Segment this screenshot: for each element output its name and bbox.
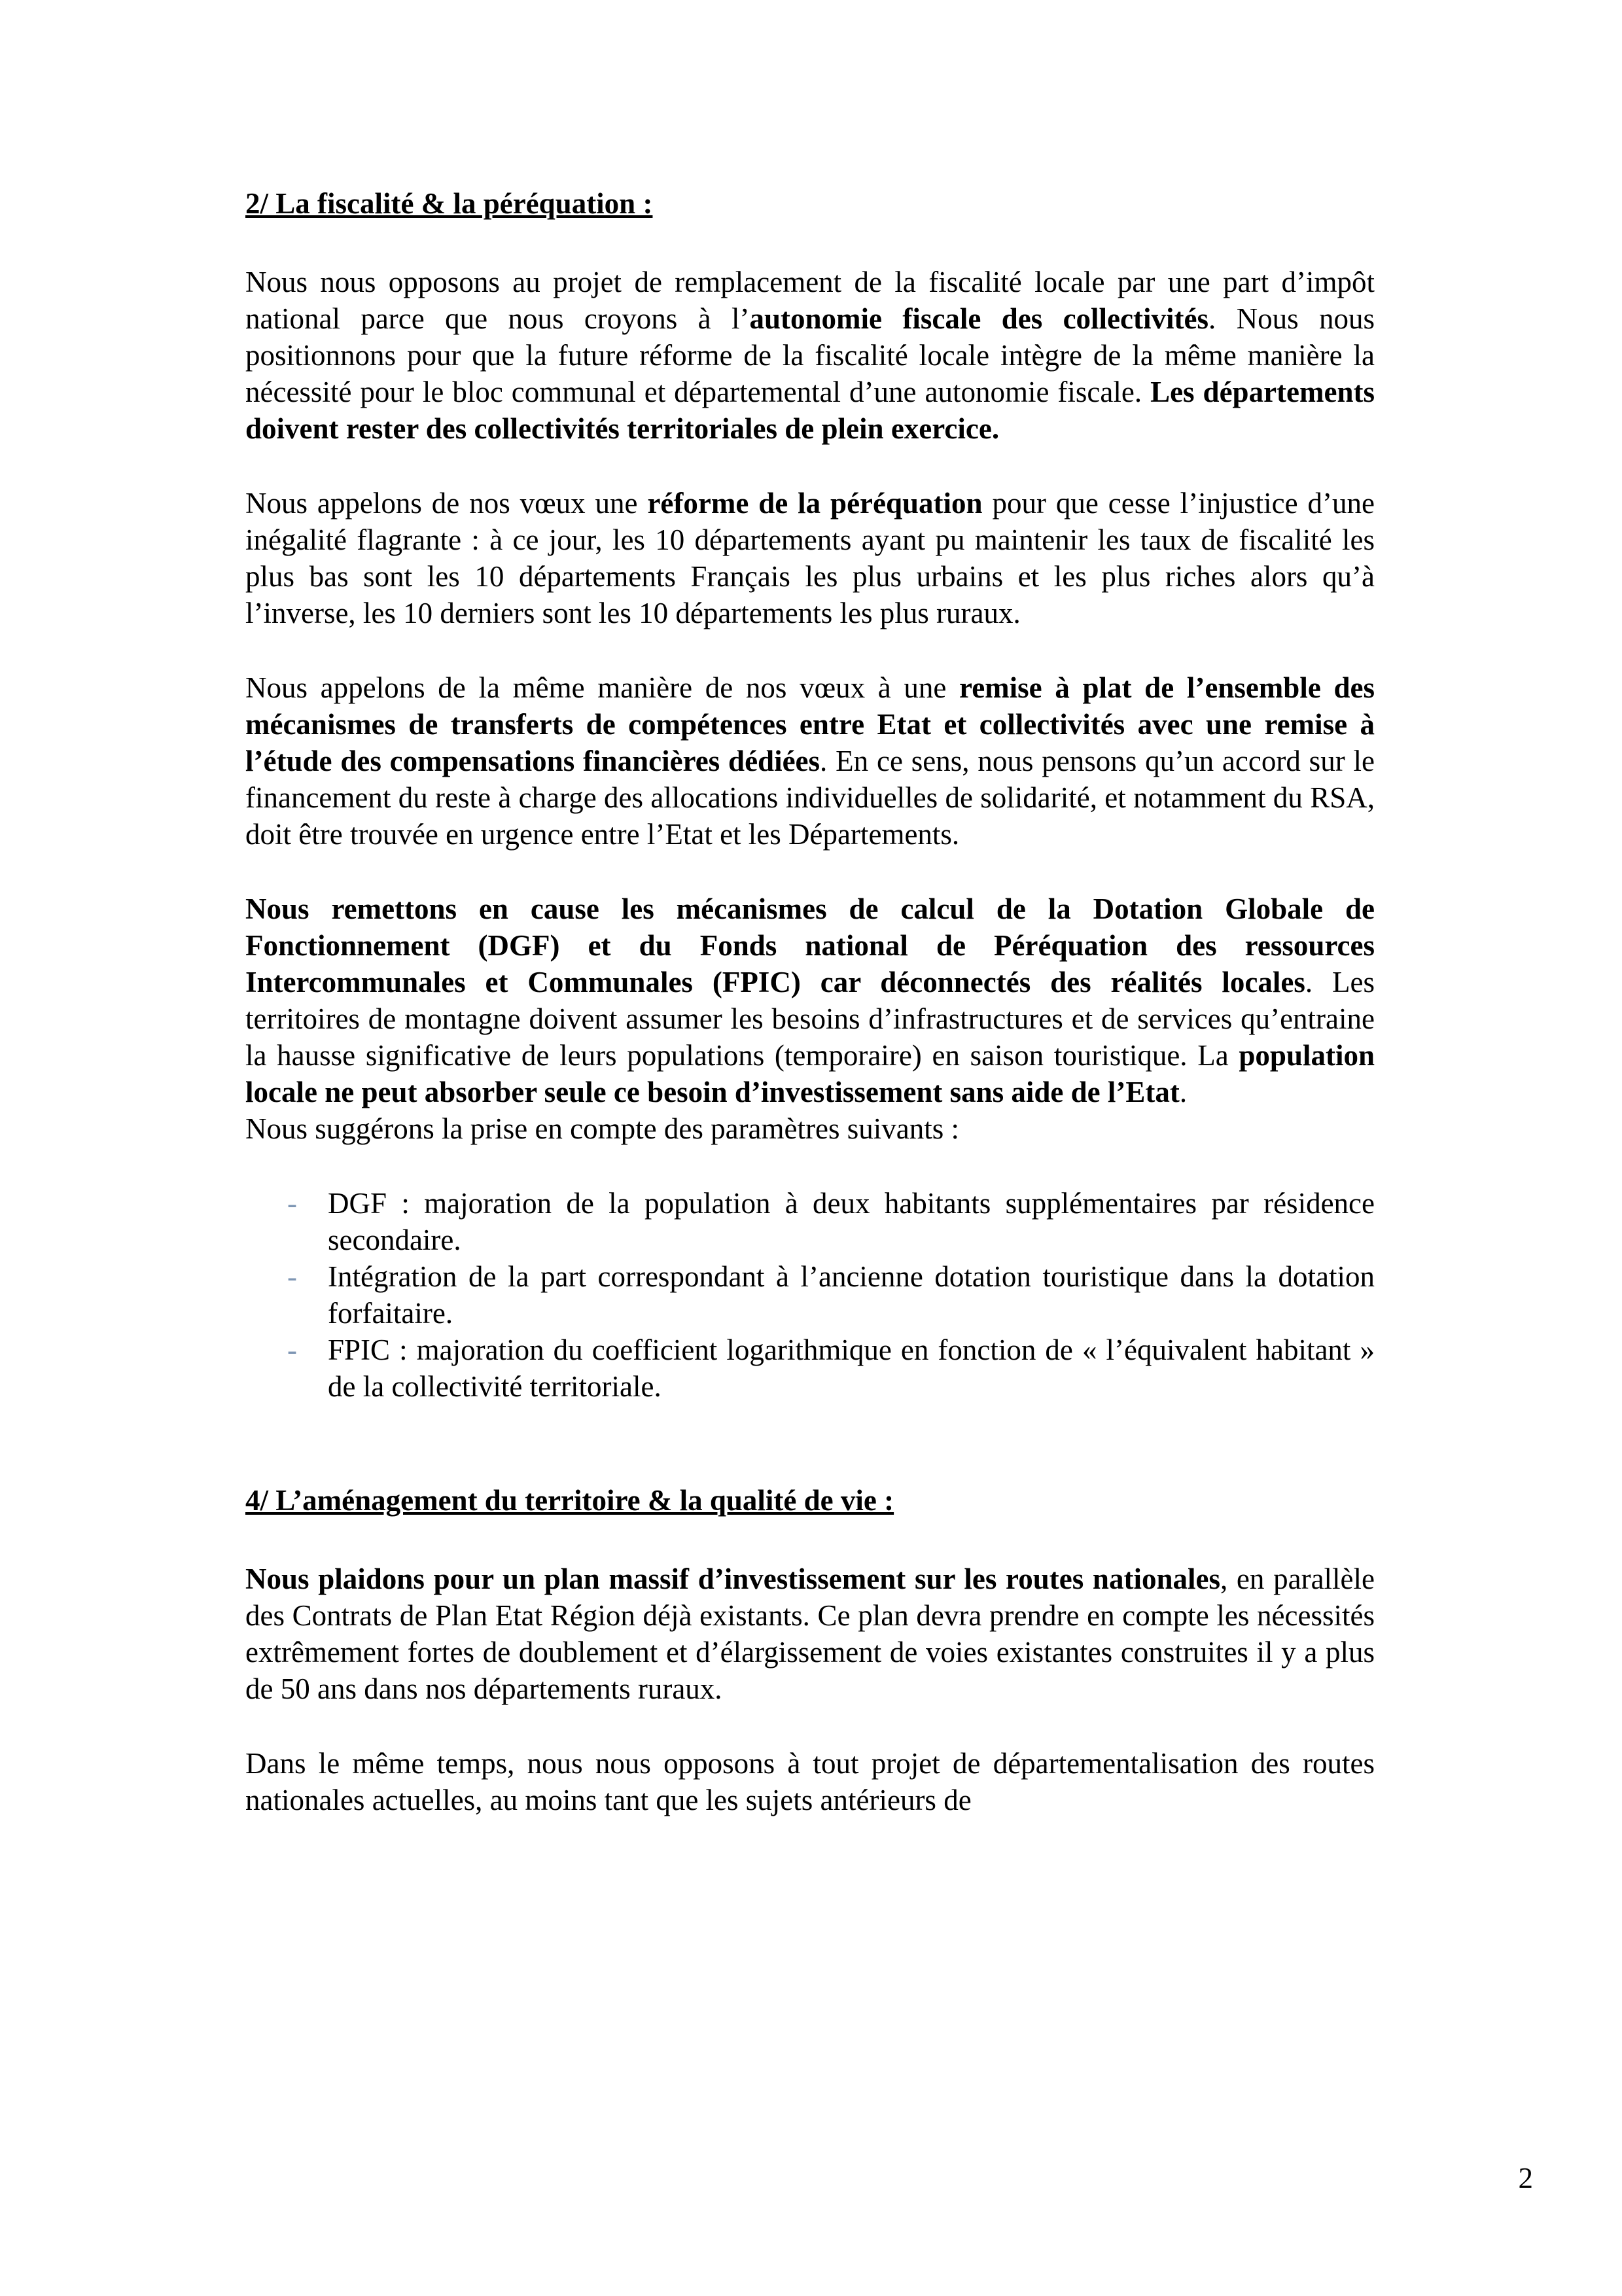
paragraph-fiscalite-2: Nous appelons de nos vœux une réforme de la péréquation pour que cesse l’injustice d’une inégalité flagrante : à ce jour, les 10 départements ayant pu maintenir les taux de fiscalité les plus bas sont les 10 départements Français les plus urbains et les plus riches alors qu’à l’inverse, les 10 derniers sont les 10 départements les plus ruraux. [245, 487, 1375, 629]
bullet-dash-icon: - [287, 1260, 297, 1293]
section-heading-amenagement: 4/ L’aménagement du territoire & la qualité de vie : [245, 1484, 894, 1517]
list-item [245, 1185, 1375, 1258]
paragraph-fiscalite-3: Nous appelons de la même manière de nos vœux à une remise à plat de l’ensemble des mécanismes de transferts de compétences entre Etat et collectivités avec une remise à l’étude des compensations financières dédiées. En ce sens, nous pensons qu’un accord sur le financement du reste à charge des allocations individuelles de solidarité, et notamment du RSA, doit être trouvée en urgence entre l’Etat et les Départements. [245, 671, 1375, 851]
paragraph-amenagement-1: Nous plaidons pour un plan massif d’investissement sur les routes nationales, en parallèle des Contrats de Plan Etat Région déjà existants. Ce plan devra prendre en compte les nécessités extrêmement fortes de doublement et d’élargissement de voies existantes construites il y a plus de 50 ans dans nos départements ruraux. [245, 1563, 1375, 1705]
section-heading-fiscalite: 2/ La fiscalité & la péréquation : [245, 187, 653, 220]
list-item [245, 1332, 1375, 1405]
paragraph-fiscalite-1: Nous nous opposons au projet de remplacement de la fiscalité locale par une part d’impôt national parce que nous croyons à l’autonomie fiscale des collectivités. Nous nous positionnons pour que la future réforme de la fiscalité locale intègre de la même manière la nécessité pour le bloc communal et départemental d’une autonomie fiscale. Les départements doivent rester des collectivités territoriales de plein exercice. [245, 266, 1375, 445]
document-content [245, 185, 1375, 1856]
paragraph-amenagement-2: Dans le même temps, nous nous opposons à tout projet de départementalisation des routes nationales actuelles, au moins tant que les sujets antérieurs de [245, 1747, 1375, 1816]
page-number: 2 [1518, 2162, 1533, 2195]
list-item-text: FPIC : majoration du coefficient logarithmique en fonction de « l’équivalent habitant » de la collectivité territoriale. [328, 1333, 1375, 1403]
list-item-text: DGF : majoration de la population à deux habitants supplémentaires par résidence secondaire. [328, 1187, 1375, 1256]
paragraph-fiscalite-4: Nous remettons en cause les mécanismes de calcul de la Dotation Globale de Fonctionnement (DGF) et du Fonds national de Péréquation des ressources Intercommunales et Communales (FPIC) car déconnectés des réalités locales. Les territoires de montagne doivent assumer les besoins d’infrastructures et de services qu’entraine la hausse significative de leurs populations (temporaire) en saison touristique. La population locale ne peut absorber seule ce besoin d’investissement sans aide de l’Etat. [245, 892, 1375, 1108]
paragraph-fiscalite-intro-liste: Nous suggérons la prise en compte des paramètres suivants : [245, 1112, 959, 1145]
parametres-list [245, 1185, 1375, 1405]
list-item [245, 1258, 1375, 1332]
bullet-dash-icon: - [287, 1333, 297, 1366]
bullet-dash-icon: - [287, 1187, 297, 1220]
list-item-text: Intégration de la part correspondant à l’ancienne dotation touristique dans la dotation forfaitaire. [328, 1260, 1375, 1330]
